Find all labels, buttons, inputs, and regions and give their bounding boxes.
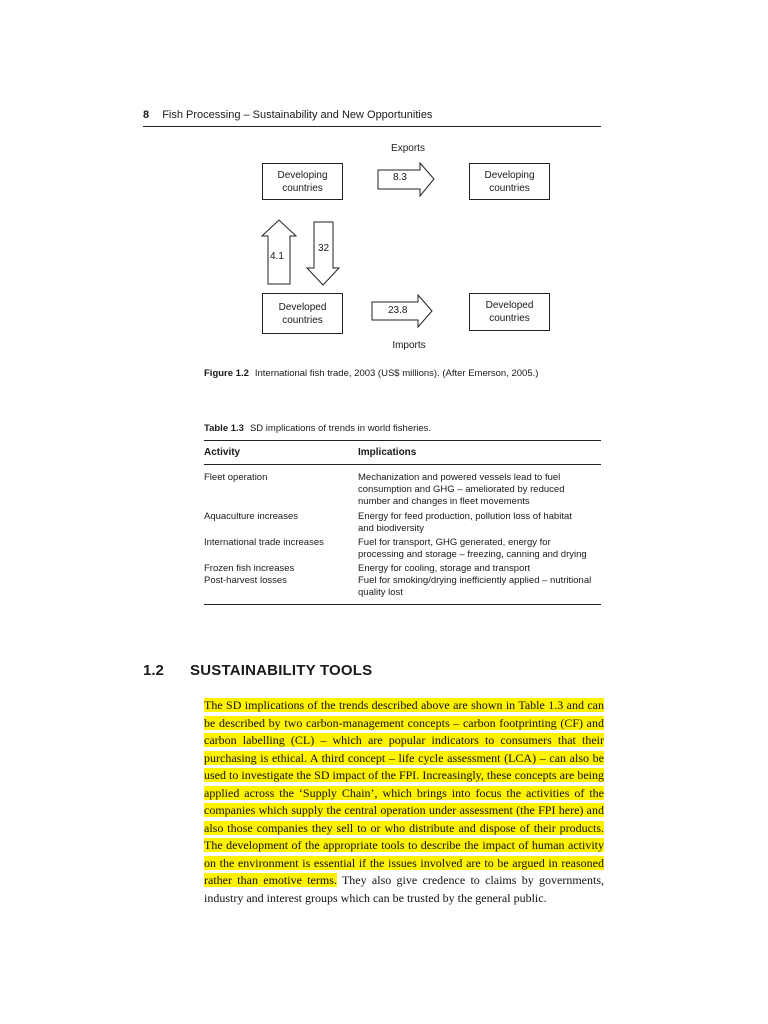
box-developed-left: Developed countries xyxy=(262,293,343,334)
table-header-rule xyxy=(204,464,601,465)
up-value: 4.1 xyxy=(270,251,284,262)
figure-caption-text: International fish trade, 2003 (US$ millions). (After Emerson, 2005.) xyxy=(254,368,539,379)
figure-caption xyxy=(204,368,604,379)
box-developing-left: Developing countries xyxy=(262,163,343,200)
table-row-implications xyxy=(358,575,591,599)
body-paragraph xyxy=(204,697,604,907)
section-number: 1.2 xyxy=(143,662,164,679)
exports-value: 8.3 xyxy=(393,172,407,183)
table-caption xyxy=(204,423,604,434)
table-row-activity: Post-harvest losses xyxy=(204,575,287,586)
col-header-activity: Activity xyxy=(204,447,241,458)
impl-line: Fuel for transport, GHG generated, energy for xyxy=(358,537,551,548)
table-row-activity: Frozen fish increases xyxy=(204,563,295,574)
imports-value: 23.8 xyxy=(388,305,408,316)
table-row-implications xyxy=(358,537,587,561)
figure-label: Figure 1.2 xyxy=(204,368,249,379)
table-row-activity: International trade increases xyxy=(204,537,324,548)
table-row-implications xyxy=(358,472,564,508)
box-developed-right: Developed countries xyxy=(469,293,550,331)
exports-label: Exports xyxy=(391,143,425,154)
plain-text: They also give credence to claims by governments, industry and interest groups which can be trusted by the general public. xyxy=(204,873,605,905)
impl-line: consumption and GHG – ameliorated by reduced xyxy=(358,484,565,495)
section-title: SUSTAINABILITY TOOLS xyxy=(190,662,373,679)
impl-line: Fuel for smoking/drying inefficiently applied – nutritional xyxy=(358,575,592,586)
highlighted-text: The SD implications of the trends described above are shown in Table 1.3 and can be described by two carbon-management concepts – carbon footprinting (CF) and carbon labelling (CL) – which are popular indicators to consumers that their purchasing is ethical. A third concept – life cycle assessment (LCA) – can also be used to investigate the SD impact of the FPI. Increasingly, these concepts are being applied across the ‘Supply Chain’, which brings into focus the activities of the companies which supply the central operation under assessment (the FPI here) and also those companies they sell to or who distribute and dispose of their products. The development of the appropriate tools to describe the impact of human activity on the environment is essential if the issues involved are to be argued in reasoned rather than emotive terms. xyxy=(204,698,604,887)
impl-line: and biodiversity xyxy=(358,523,425,534)
table-row-activity: Aquaculture increases xyxy=(204,511,298,522)
box-developing-right: Developing countries xyxy=(469,163,550,200)
running-title: Fish Processing – Sustainability and New Opportunities xyxy=(162,109,433,121)
table-title: SD implications of trends in world fisheries. xyxy=(249,423,432,434)
table-label: Table 1.3 xyxy=(204,423,244,434)
page-number: 8 xyxy=(143,109,150,121)
table-row-implications xyxy=(358,563,530,575)
impl-line: Mechanization and powered vessels lead to fuel xyxy=(358,472,561,483)
impl-line: processing and storage – freezing, canning and drying xyxy=(358,549,587,560)
table-row-activity: Fleet operation xyxy=(204,472,268,483)
table-top-rule xyxy=(204,440,601,441)
imports-label: Imports xyxy=(392,340,426,351)
impl-line: Energy for feed production, pollution loss of habitat xyxy=(358,511,572,522)
down-value: 32 xyxy=(318,243,330,254)
impl-line: number and changes in fleet movements xyxy=(358,496,530,507)
impl-line: Energy for cooling, storage and transport xyxy=(358,563,531,574)
table-row-implications xyxy=(358,511,572,535)
impl-line: quality lost xyxy=(358,587,403,598)
table-bottom-rule xyxy=(204,604,601,605)
col-header-implications: Implications xyxy=(358,447,417,458)
